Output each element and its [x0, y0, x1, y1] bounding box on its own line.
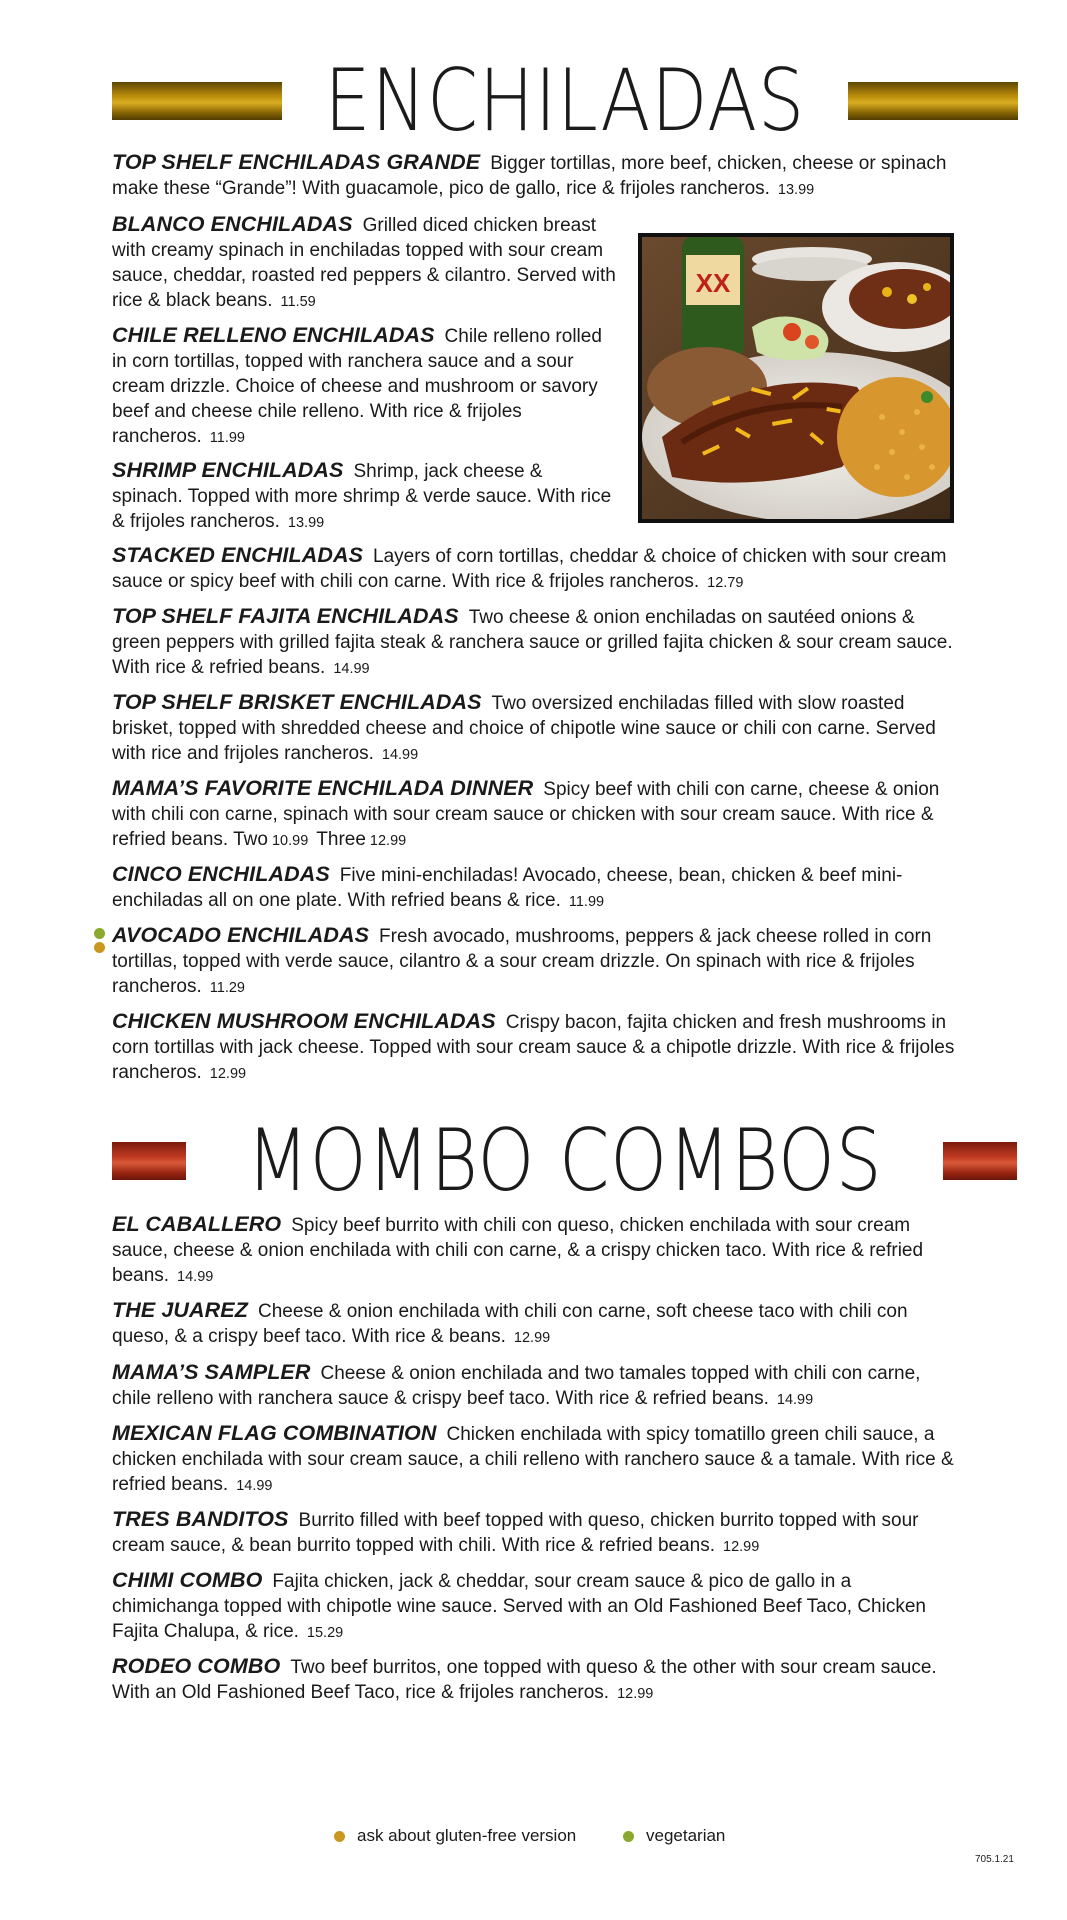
item-desc: Shrimp, jack cheese & spinach. Topped with more shrimp & verde sauce. With rice & frijoles rancheros. [112, 461, 612, 532]
item-desc: Spicy beef with chili con carne, cheese & onion with chili con carne, spinach with sour cream sauce or chicken with sour cream sauce. With rice & refried beans. [112, 779, 940, 850]
item-name: RODEO COMBO [112, 1654, 281, 1678]
item-desc: Spicy beef burrito with chili con queso, chicken enchilada with sour cream sauce, cheese & onion enchilada with chili con carne, & a crispy chicken taco. With rice & refried beans. [112, 1215, 924, 1286]
item-name: TOP SHELF ENCHILADAS GRANDE [112, 150, 481, 174]
item-price: 12.79 [707, 575, 744, 591]
legend-gluten-free [334, 1826, 576, 1846]
item-price: 14.99 [333, 661, 370, 677]
item-price: 14.99 [236, 1478, 273, 1494]
legend-gluten-free-label: ask about gluten-free version [357, 1826, 577, 1845]
item-name: EL CABALLERO [112, 1212, 282, 1236]
menu-item [112, 150, 955, 203]
item-price: 11.59 [280, 294, 316, 310]
menu-item [112, 1568, 955, 1646]
item-name: MAMA’S FAVORITE ENCHILADA DINNER [112, 776, 534, 800]
menu-item [112, 323, 612, 451]
three-label: Three [316, 829, 366, 850]
menu-item [112, 1009, 955, 1087]
enchiladas-header [112, 51, 955, 151]
item-name: AVOCADO ENCHILADAS [112, 923, 370, 947]
item-name: TRES BANDITOS [112, 1507, 289, 1531]
two-label: Two [233, 829, 268, 850]
menu-item [112, 690, 955, 768]
menu-item [112, 1360, 955, 1413]
item-desc: Two beef burritos, one topped with queso & the other with sour cream sauce. With an Old Fashioned Beef Taco, rice & frijoles rancheros. [112, 1657, 937, 1703]
item-name: STACKED ENCHILADAS [112, 543, 364, 567]
item-price: 14.99 [381, 747, 419, 763]
item-price: 12.99 [617, 1686, 654, 1702]
item-desc: Grilled diced chicken breast with creamy spinach in enchiladas topped with sour cream sauce, cheddar, roasted red peppers & cilantro. Served with rice & black beans. [112, 215, 616, 311]
item-price: 12.99 [723, 1539, 760, 1555]
menu-item [112, 604, 955, 682]
menu-code: 705.1.21 [975, 1854, 1014, 1865]
item-price: 11.99 [209, 430, 245, 446]
item-price: 14.99 [177, 1269, 214, 1285]
item-desc: Chile relleno rolled in corn tortillas, topped with ranchera sauce and a sour cream drizzle. Choice of cheese and mushroom or savory beef and cheese chile relleno. With rice & frijoles rancheros. [112, 326, 602, 447]
item-name: THE JUAREZ [112, 1298, 248, 1322]
item-name: SHRIMP ENCHILADAS [112, 458, 344, 482]
gluten-free-dot [94, 942, 105, 953]
red-bar-left [112, 1142, 186, 1180]
item-desc: Fajita chicken, jack & cheddar, sour cream sauce & pico de gallo in a chimichanga topped with chipotle wine sauce. Served with an Old Fashioned Beef Taco, Chicken Fajita Chalupa, & rice. [112, 1571, 926, 1642]
item-name: CHILE RELLENO ENCHILADAS [112, 323, 435, 347]
menu-item [112, 1507, 955, 1560]
item-price: 14.99 [776, 1392, 814, 1408]
gold-bar-right [848, 82, 1018, 120]
gold-bar-left [112, 82, 282, 120]
menu-item [112, 458, 612, 536]
red-bar-right [943, 1142, 1017, 1180]
item-desc: Chicken enchilada with spicy tomatillo green chili sauce, a chicken enchilada with sour cream sauce, a chili relleno with ranchero sauce & a tamale. With rice & refried beans. [112, 1424, 954, 1495]
item-name: TOP SHELF BRISKET ENCHILADAS [112, 690, 482, 714]
two-price: 10.99 [271, 833, 309, 849]
three-price: 12.99 [369, 833, 407, 849]
beer-logo: XX [695, 268, 731, 298]
item-desc: Fresh avocado, mushrooms, peppers & jack cheese rolled in corn tortillas, topped with verde sauce, cilantro & a sour cream drizzle. On spinach with rice & frijoles rancheros. [112, 926, 932, 997]
item-desc: Layers of corn tortillas, cheddar & choice of chicken with sour cream sauce or spicy beef with chili con carne. With rice & frijoles rancheros. [112, 546, 947, 592]
item-name: MAMA’S SAMPLER [112, 1360, 311, 1384]
item-desc: Five mini-enchiladas! Avocado, cheese, bean, chicken & beef mini-enchiladas all on one plate. With refried beans & rice. [112, 865, 903, 911]
item-price: 15.29 [306, 1625, 344, 1641]
combos-header [112, 1111, 955, 1211]
item-desc: Crispy bacon, fajita chicken and fresh mushrooms in corn tortillas with jack cheese. Topped with sour cream sauce & a chipotle drizzle. With rice & frijoles rancheros. [112, 1012, 955, 1083]
item-price: 11.99 [568, 894, 605, 910]
menu-item [112, 1654, 955, 1707]
vegetarian-dot [623, 1831, 634, 1842]
item-name: CHIMI COMBO [112, 1568, 263, 1592]
item-price: 12.99 [513, 1330, 551, 1346]
menu-item [112, 923, 955, 1001]
item-price: 13.99 [287, 515, 325, 531]
combos-title: MOMBO COMBOS [246, 1111, 883, 1211]
item-name: MEXICAN FLAG COMBINATION [112, 1421, 437, 1445]
item-name: BLANCO ENCHILADAS [112, 212, 353, 236]
menu-item [112, 212, 618, 315]
legend-vegetarian [623, 1826, 725, 1846]
item-name: CHICKEN MUSHROOM ENCHILADAS [112, 1009, 496, 1033]
item-desc: Cheese & onion enchilada with chili con carne, soft cheese taco with chili con queso, & a crispy beef taco. With rice & beans. [112, 1301, 908, 1347]
item-desc: Two cheese & onion enchiladas on sautéed onions & green peppers with grilled fajita steak & ranchera sauce or grilled fajita chicken & sour cream sauce. With rice & refried beans. [112, 607, 953, 678]
photo-illustration [642, 237, 950, 519]
vegetarian-dot [94, 928, 105, 939]
gluten-free-dot [334, 1831, 345, 1842]
item-desc: Bigger tortillas, more beef, chicken, cheese or spinach make these “Grande”! With guacamole, pico de gallo, rice & frijoles rancheros. [112, 153, 947, 199]
menu-item [112, 1212, 955, 1290]
menu-item [112, 1421, 955, 1499]
item-price: 12.99 [209, 1066, 247, 1082]
item-name: CINCO ENCHILADAS [112, 862, 330, 886]
item-desc: Two oversized enchiladas filled with slow roasted brisket, topped with shredded cheese and choice of chipotle wine sauce or chili con carne. Served with rice and frijoles rancheros. [112, 693, 936, 764]
enchiladas-title: ENCHILADAS [324, 51, 806, 151]
legend-vegetarian-label: vegetarian [646, 1826, 726, 1845]
item-desc: Burrito filled with beef topped with queso, chicken burrito topped with sour cream sauce, & bean burrito topped with chili. With rice & refried beans. [112, 1510, 919, 1556]
menu-item [112, 543, 955, 596]
item-desc: Cheese & onion enchilada and two tamales topped with chili con carne, chile relleno with ranchera sauce & crispy beef taco. With rice & refried beans. [112, 1363, 921, 1409]
menu-item [112, 776, 955, 854]
menu-item [112, 1298, 955, 1351]
item-price: 11.29 [209, 980, 245, 996]
item-name: TOP SHELF FAJITA ENCHILADAS [112, 604, 459, 628]
menu-item [112, 862, 955, 915]
item-price: 13.99 [777, 182, 815, 198]
enchilada-plate-photo [638, 233, 954, 523]
